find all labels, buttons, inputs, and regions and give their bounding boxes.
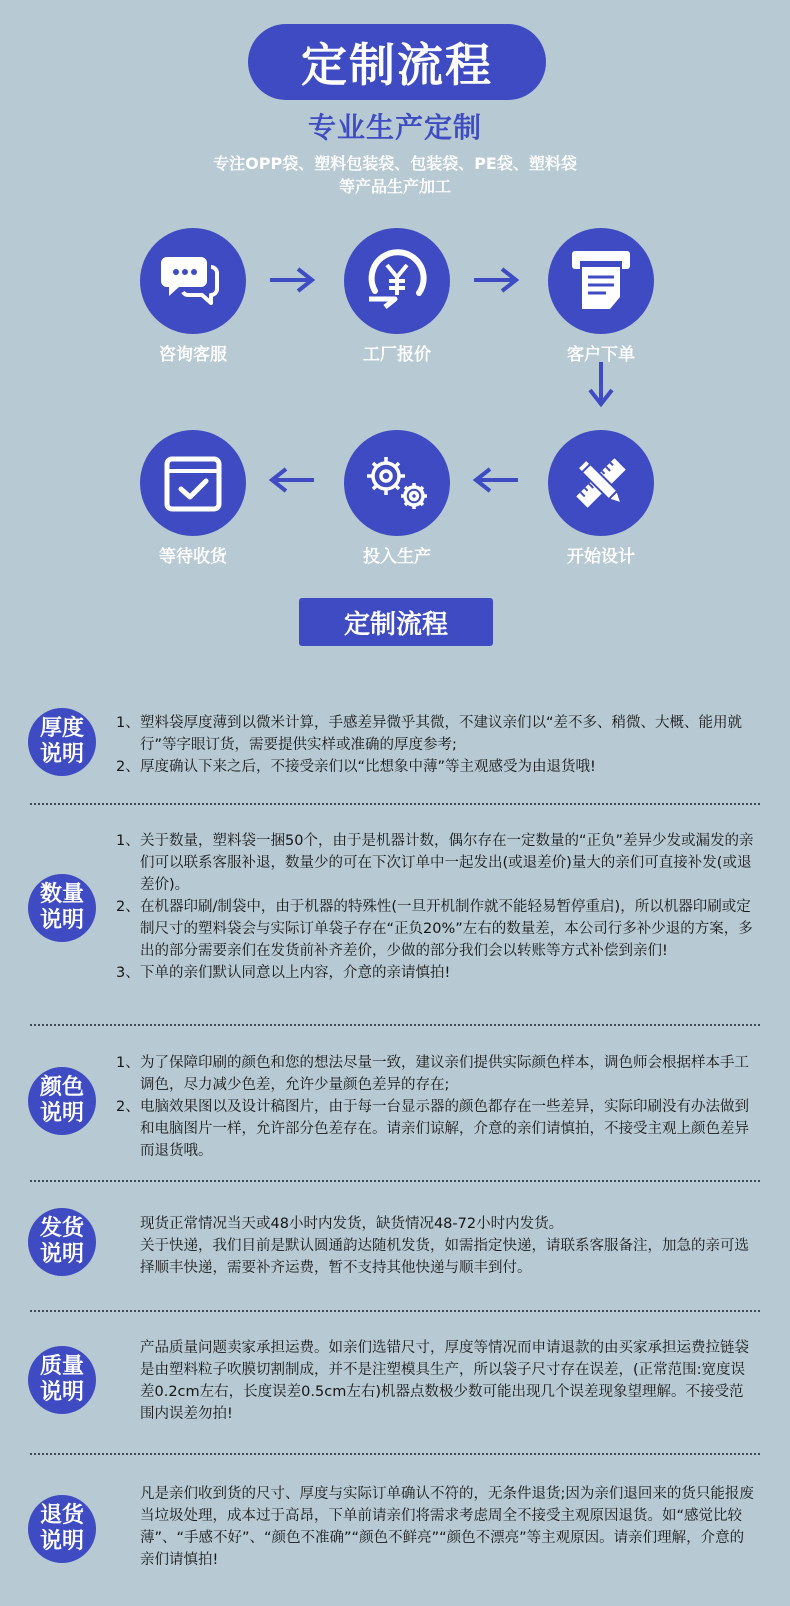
- box-check-icon: [140, 430, 246, 536]
- badge-line: 说明: [39, 1529, 84, 1554]
- badge-line: 质量: [39, 1354, 84, 1379]
- desc-line-2: 等产品生产加工: [338, 177, 451, 196]
- color-badge: [28, 1067, 96, 1135]
- step-quote: [327, 228, 467, 365]
- paragraph: 关于快递，我们目前是默认圆通韵达随机发货，如需指定快递，请联系客服备注，加急的亲可选择顺丰快递，需要补齐运费，暂不支持其他快递与顺丰到付。: [140, 1238, 749, 1276]
- paragraph: 现货正常情况当天或48小时内发货，缺货情况48-72小时内发货。: [140, 1216, 564, 1232]
- step-label: 等待收货: [159, 547, 227, 567]
- list-item: 1、 关于数量，塑料袋一捆50个，由于是机器计数，偶尔存在一定数量的“正负”差异少发或漏发的亲们可以联系客服补退，数量少的可在下次订单中一起发出(或退差价)量大的亲们可直接补发(或退差价)。: [116, 833, 754, 893]
- list-item: 1、 塑料袋厚度薄到以微米计算，手感差异微乎其微，不建议亲们以“差不多、稍微、大概、能用就行”等字眼订货，需要提供实样或准确的厚度参考;: [116, 715, 743, 753]
- step-label: 开始设计: [567, 547, 635, 567]
- step-receive: [123, 430, 263, 567]
- step-label: 工厂报价: [363, 345, 431, 365]
- pencil-ruler-icon: [548, 430, 654, 536]
- badge-line: 说明: [39, 742, 84, 767]
- step-consult: [123, 228, 263, 365]
- arrow-right-icon: [472, 266, 520, 298]
- step-label: 客户下单: [567, 345, 635, 365]
- badge-line: 发货: [39, 1216, 84, 1241]
- badge-line: 说明: [39, 1380, 84, 1405]
- step-label: 咨询客服: [159, 345, 227, 365]
- dotted-divider: [30, 1453, 760, 1455]
- badge-line: 说明: [39, 908, 84, 933]
- quality-text: [116, 1337, 756, 1425]
- arrow-left-icon: [472, 466, 520, 498]
- arrow-right-icon: [268, 266, 316, 298]
- quantity-text: [116, 830, 756, 984]
- gears-icon: [344, 430, 450, 536]
- badge-line: 说明: [39, 1101, 84, 1126]
- printer-order-icon: [548, 228, 654, 334]
- return-text: [116, 1483, 756, 1571]
- shipping-text: [116, 1213, 756, 1279]
- thickness-badge: [28, 708, 96, 776]
- dotted-divider: [30, 1024, 760, 1026]
- header-subtitle: 专业生产定制: [307, 111, 482, 144]
- list-item: 2、 电脑效果图以及设计稿图片，由于每一台显示器的颜色都存在一些差异，实际印刷没有办法做到和电脑图片一样，允许部分色差存在。请亲们谅解，介意的亲们请慎拍，不接受主观上颜色差异而退货哦。: [116, 1099, 749, 1159]
- badge-line: 数量: [39, 882, 84, 907]
- arrow-down-icon: [587, 360, 615, 412]
- step-order: [531, 228, 671, 365]
- badge-line: 颜色: [39, 1075, 84, 1100]
- badge-line: 退货: [39, 1503, 84, 1528]
- list-item: 2、 在机器印刷/制袋中，由于机器的特殊性(一旦开机制作就不能轻易暂停重启)，所以机器印刷或定制尺寸的塑料袋会与实际订单袋子存在“正负20%”左右的数量差，本公司行多补少退的方案，多出的部分需要亲们在发货前补齐差价，少做的部分我们会以转账等方式补偿到亲们!: [116, 899, 753, 959]
- desc-line-1: 专注OPP袋、塑料包装袋、包装袋、PE袋、塑料袋: [213, 154, 577, 173]
- header-title: 定制流程: [248, 24, 546, 100]
- header-description: [0, 152, 790, 198]
- shipping-badge: [28, 1208, 96, 1276]
- thickness-text: [116, 712, 756, 778]
- step-label: 投入生产: [363, 547, 431, 567]
- quality-badge: [28, 1346, 96, 1414]
- badge-line: 说明: [39, 1242, 84, 1267]
- badge-line: 厚度: [39, 716, 84, 741]
- list-item: 3、 下单的亲们默认同意以上内容，介意的亲请慎拍!: [116, 965, 451, 981]
- yuan-exchange-icon: [344, 228, 450, 334]
- paragraph: 产品质量问题卖家承担运费。如亲们选错尺寸，厚度等情况而申请退款的由买家承担运费拉链袋是由塑料粒子吹膜切割制成，并不是注塑模具生产，所以袋子尺寸存在误差，(正常范围:宽度误差0.2cm左右，长度误差0.5cm左右)机器点数极少数可能出现几个误差现象望理解。不接受范围内误差勿拍!: [140, 1340, 749, 1422]
- paragraph: 凡是亲们收到货的尺寸、厚度与实际订单确认不符的，无条件退货;因为亲们退回来的货只能报废当垃圾处理，成本过于高昂，下单前请亲们将需求考虑周全不接受主观原因退货。如“感觉比较薄”、“手感不好”、“颜色不准确”“颜色不鲜亮”“颜色不漂亮”等主观原因。请亲们理解，介意的亲们请慎拍!: [140, 1486, 754, 1568]
- list-item: 1、 为了保障印刷的颜色和您的想法尽量一致，建议亲们提供实际颜色样本，调色师会根据样本手工调色，尽力减少色差，允许少量颜色差异的存在;: [116, 1055, 749, 1093]
- color-text: [116, 1052, 756, 1162]
- quantity-badge: [28, 874, 96, 942]
- dotted-divider: [30, 1310, 760, 1312]
- dotted-divider: [30, 803, 760, 805]
- return-badge: [28, 1495, 96, 1563]
- chat-bubbles-icon: [140, 228, 246, 334]
- step-design: [531, 430, 671, 567]
- section-title: 定制流程: [299, 598, 493, 646]
- arrow-left-icon: [268, 466, 316, 498]
- list-item: 2、 厚度确认下来之后，不接受亲们以“比想象中薄”等主观感受为由退货哦!: [116, 759, 596, 775]
- step-production: [327, 430, 467, 567]
- dotted-divider: [30, 1180, 760, 1182]
